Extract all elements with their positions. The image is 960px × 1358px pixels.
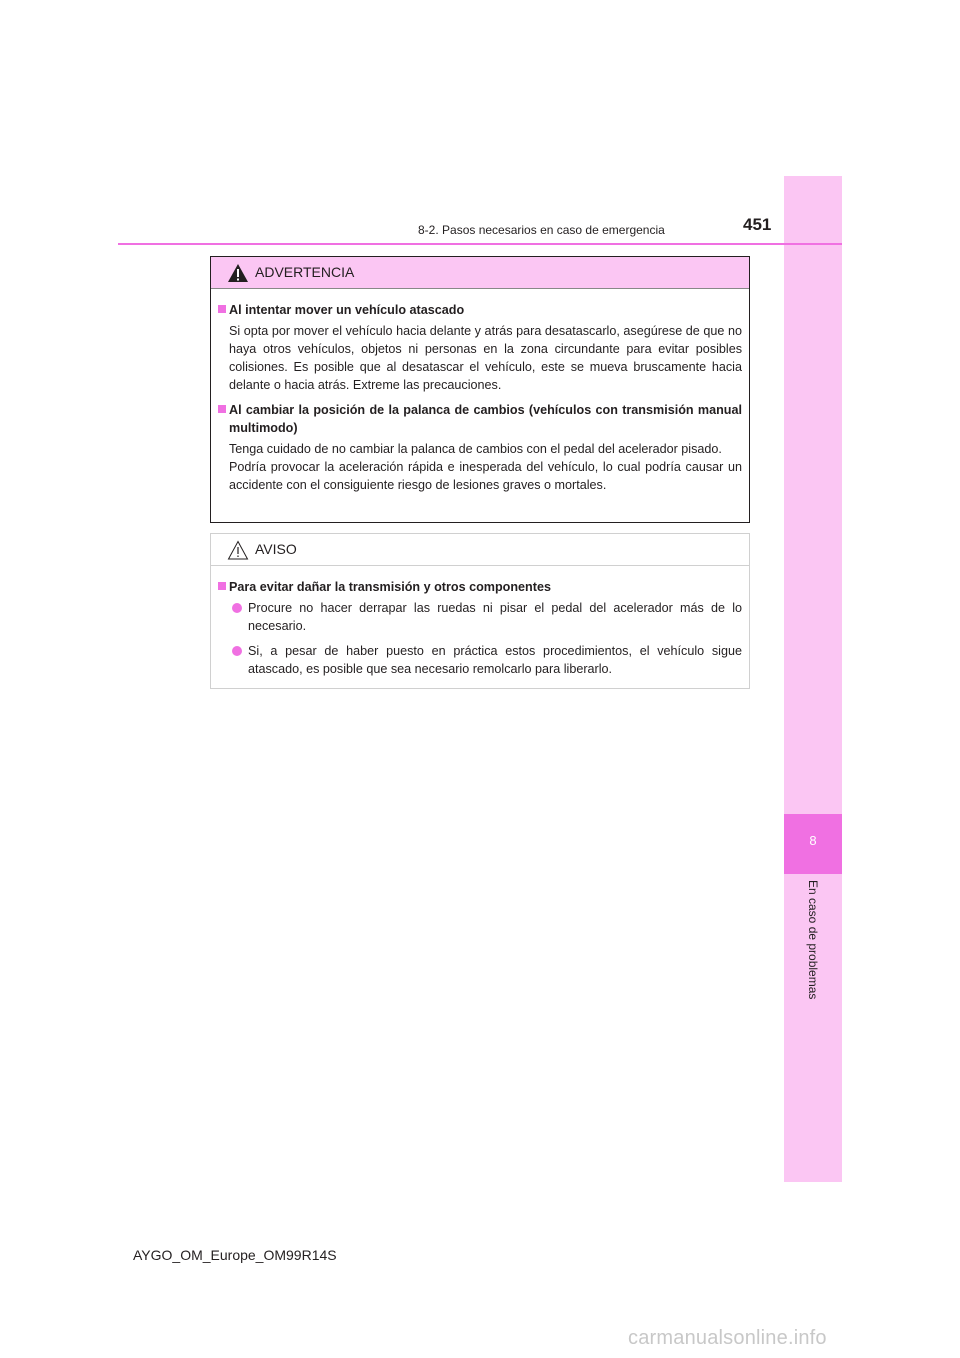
header-divider: [118, 243, 842, 245]
warning-body: [211, 289, 749, 494]
square-bullet-icon: [218, 405, 226, 413]
square-bullet-icon: [218, 582, 226, 590]
watermark: carmanualsonline.info: [628, 1327, 827, 1349]
document-code: AYGO_OM_Europe_OM99R14S: [133, 1247, 337, 1263]
chapter-number: 8: [809, 833, 817, 848]
notice-title: AVISO: [255, 541, 297, 557]
warning-item-heading: Al intentar mover un vehículo atascado: [218, 301, 742, 319]
warning-item-text: Podría provocar la aceleración rápida e inesperada del vehículo, lo cual podría causar un accidente con el consiguiente riesgo de lesiones graves o mortales.: [229, 460, 742, 492]
page-number: 451: [743, 215, 772, 234]
warning-item-text: Tenga cuidado de no cambiar la palanca de cambios con el pedal del acelerador pisado.: [229, 442, 722, 456]
warning-title: ADVERTENCIA: [255, 264, 355, 280]
section-title: 8-2. Pasos necesarios en caso de emergencia: [418, 223, 665, 237]
caution-triangle-icon: [227, 540, 249, 560]
warning-header: [211, 257, 749, 289]
notice-bullet: Procure no hacer derrapar las ruedas ni pisar el pedal del acelerador más de lo necesario.: [218, 599, 742, 635]
warning-triangle-icon: [227, 263, 249, 283]
chapter-sidebar: [784, 176, 842, 1182]
notice-bullet: Si, a pesar de haber puesto en práctica estos procedimientos, el vehículo sigue atascado, es posible que sea necesario remolcarlo para liberarlo.: [218, 642, 742, 678]
chapter-title: En caso de problemas: [806, 880, 820, 1000]
square-bullet-icon: [218, 305, 226, 313]
round-bullet-icon: [232, 603, 242, 613]
warning-item-text: Si opta por mover el vehículo hacia delante y atrás para desatascarlo, asegúrese de que no haya otros vehículos, objetos ni personas en la zona circundante para evitar posibles colisiones. Es posible que al desatascar el vehículo, este se mueva bruscamente hacia delante o hacia atrás. Extreme las precauciones.: [229, 324, 742, 392]
warning-box: [210, 256, 750, 523]
round-bullet-icon: [232, 646, 242, 656]
warning-item-heading: Al cambiar la posición de la palanca de cambios (vehículos con transmisión manual multimodo): [218, 401, 742, 437]
notice-header: [211, 534, 749, 566]
notice-body: [211, 566, 749, 678]
notice-box: [210, 533, 750, 689]
notice-heading: Para evitar dañar la transmisión y otros componentes: [218, 578, 742, 596]
